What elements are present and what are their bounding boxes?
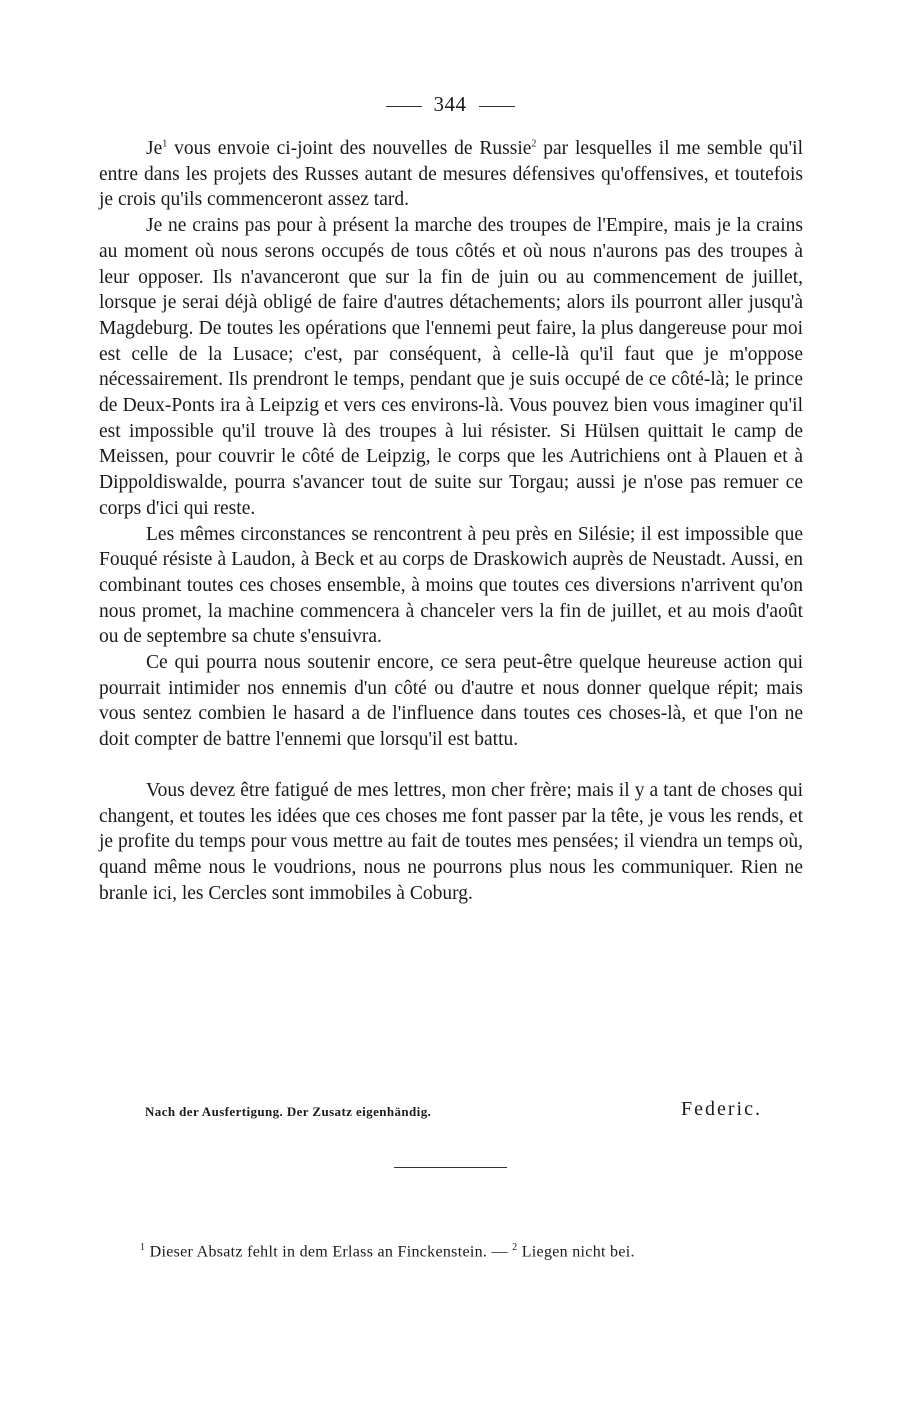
paragraph-1-text-b: vous envoie ci-joint des nouvelles de Russie <box>167 138 532 159</box>
footnote-2-text: Liegen nicht bei. <box>517 1243 635 1261</box>
footnote-1-mark: 1 <box>140 1242 146 1253</box>
letter-body <box>99 136 803 906</box>
header-dash-left <box>386 106 422 107</box>
paragraph-1-text-a: Je <box>146 138 163 159</box>
page-number: 344 <box>433 92 467 116</box>
paragraph-postscript: Vous devez être fatigué de mes lettres, mon cher frère; mais il y a tant de choses qui changent, et toutes les idées que ces choses me font passer par la tête, je vous les rends, et je profite du temps pour vous mettre au fait de toutes mes pensées; il viendra un temps où, quand même nous le voudrions, nous ne pourrons plus nous les communiquer. Rien ne branle ici, les Cercles sont immobiles à Coburg. <box>99 779 803 904</box>
paragraph-1 <box>99 136 803 213</box>
footnote-1-text: Dieser Absatz fehlt in dem Erlass an Finckenstein. <box>145 1243 488 1261</box>
footnote-ref-2: 2 <box>531 138 537 150</box>
page-header <box>0 92 900 117</box>
paragraph-4: Ce qui pourra nous soutenir encore, ce sera peut-être quelque heureuse action qui pourrait intimider nos ennemis d'un côté ou d'autre et nous donner quelque répit; mais vous sentez combien le hasard a de l'influence dans toutes ces choses-là, et que l'on ne doit compter de battre l'ennemi que lorsqu'il est battu. <box>99 652 803 751</box>
paragraph-1-text-c: par lesquelles il me semble qu'il entre dans les projets des Russes autant de mesures défensives qu'offensives, et toutefois je crois qu'ils commenceront assez tard. <box>99 138 803 211</box>
header-dash-right <box>479 106 515 107</box>
footnote-separator <box>394 1167 507 1168</box>
paragraph-2: Je ne crains pas pour à présent la marche des troupes de l'Empire, mais je la crains au moment où nous serons occupés de tous côtés et où nous n'aurons pas des troupes à leur opposer. Ils n'avanceront que sur la fin de juin ou au commencement de juillet, lorsque je serai déjà obligé de faire d'autres détachements; alors ils pourront aller jusqu'à Magdeburg. De toutes les opérations que l'ennemi peut faire, la plus dangereuse pour moi est celle de la Lusace; c'est, par conséquent, à celle-là qu'il faut que je m'oppose nécessairement. Ils prendront le temps, pendant que je suis occupé de ce côté-là; le prince de Deux-Ponts ira à Leipzig et vers ces environs-là. Vous pouvez bien vous imaginer qu'il est impossible qu'il trouve là des troupes à lui résister. Si Hülsen quittait le camp de Meissen, pour couvrir le côté de Leipzig, le corps que les Autrichiens ont à Plauen et à Dippoldiswalde, pourra s'avancer tout de suite sur Torgau; aussi je n'ose pas remuer ce corps d'ici qui reste. <box>99 215 803 519</box>
footnotes <box>140 1242 810 1261</box>
paragraph-3: Les mêmes circonstances se rencontrent à peu près en Silésie; il est impossible que Fouqué résiste à Laudon, à Beck et au corps de Draskowich auprès de Neustadt. Aussi, en combinant toutes ces choses ensemble, à moins que toutes ces diversions n'arrivent qu'on nous promet, la machine commencera à chanceler vers la fin de juillet, et au mois d'août ou de septembre sa chute s'ensuivra. <box>99 523 803 648</box>
signature: Federic. <box>681 1098 762 1120</box>
source-note: Nach der Ausfertigung. Der Zusatz eigenhändig. <box>145 1104 432 1119</box>
footnote-ref-1: 1 <box>162 138 168 150</box>
footnote-divider: — <box>487 1243 513 1261</box>
footnote-2-mark: 2 <box>512 1242 518 1253</box>
